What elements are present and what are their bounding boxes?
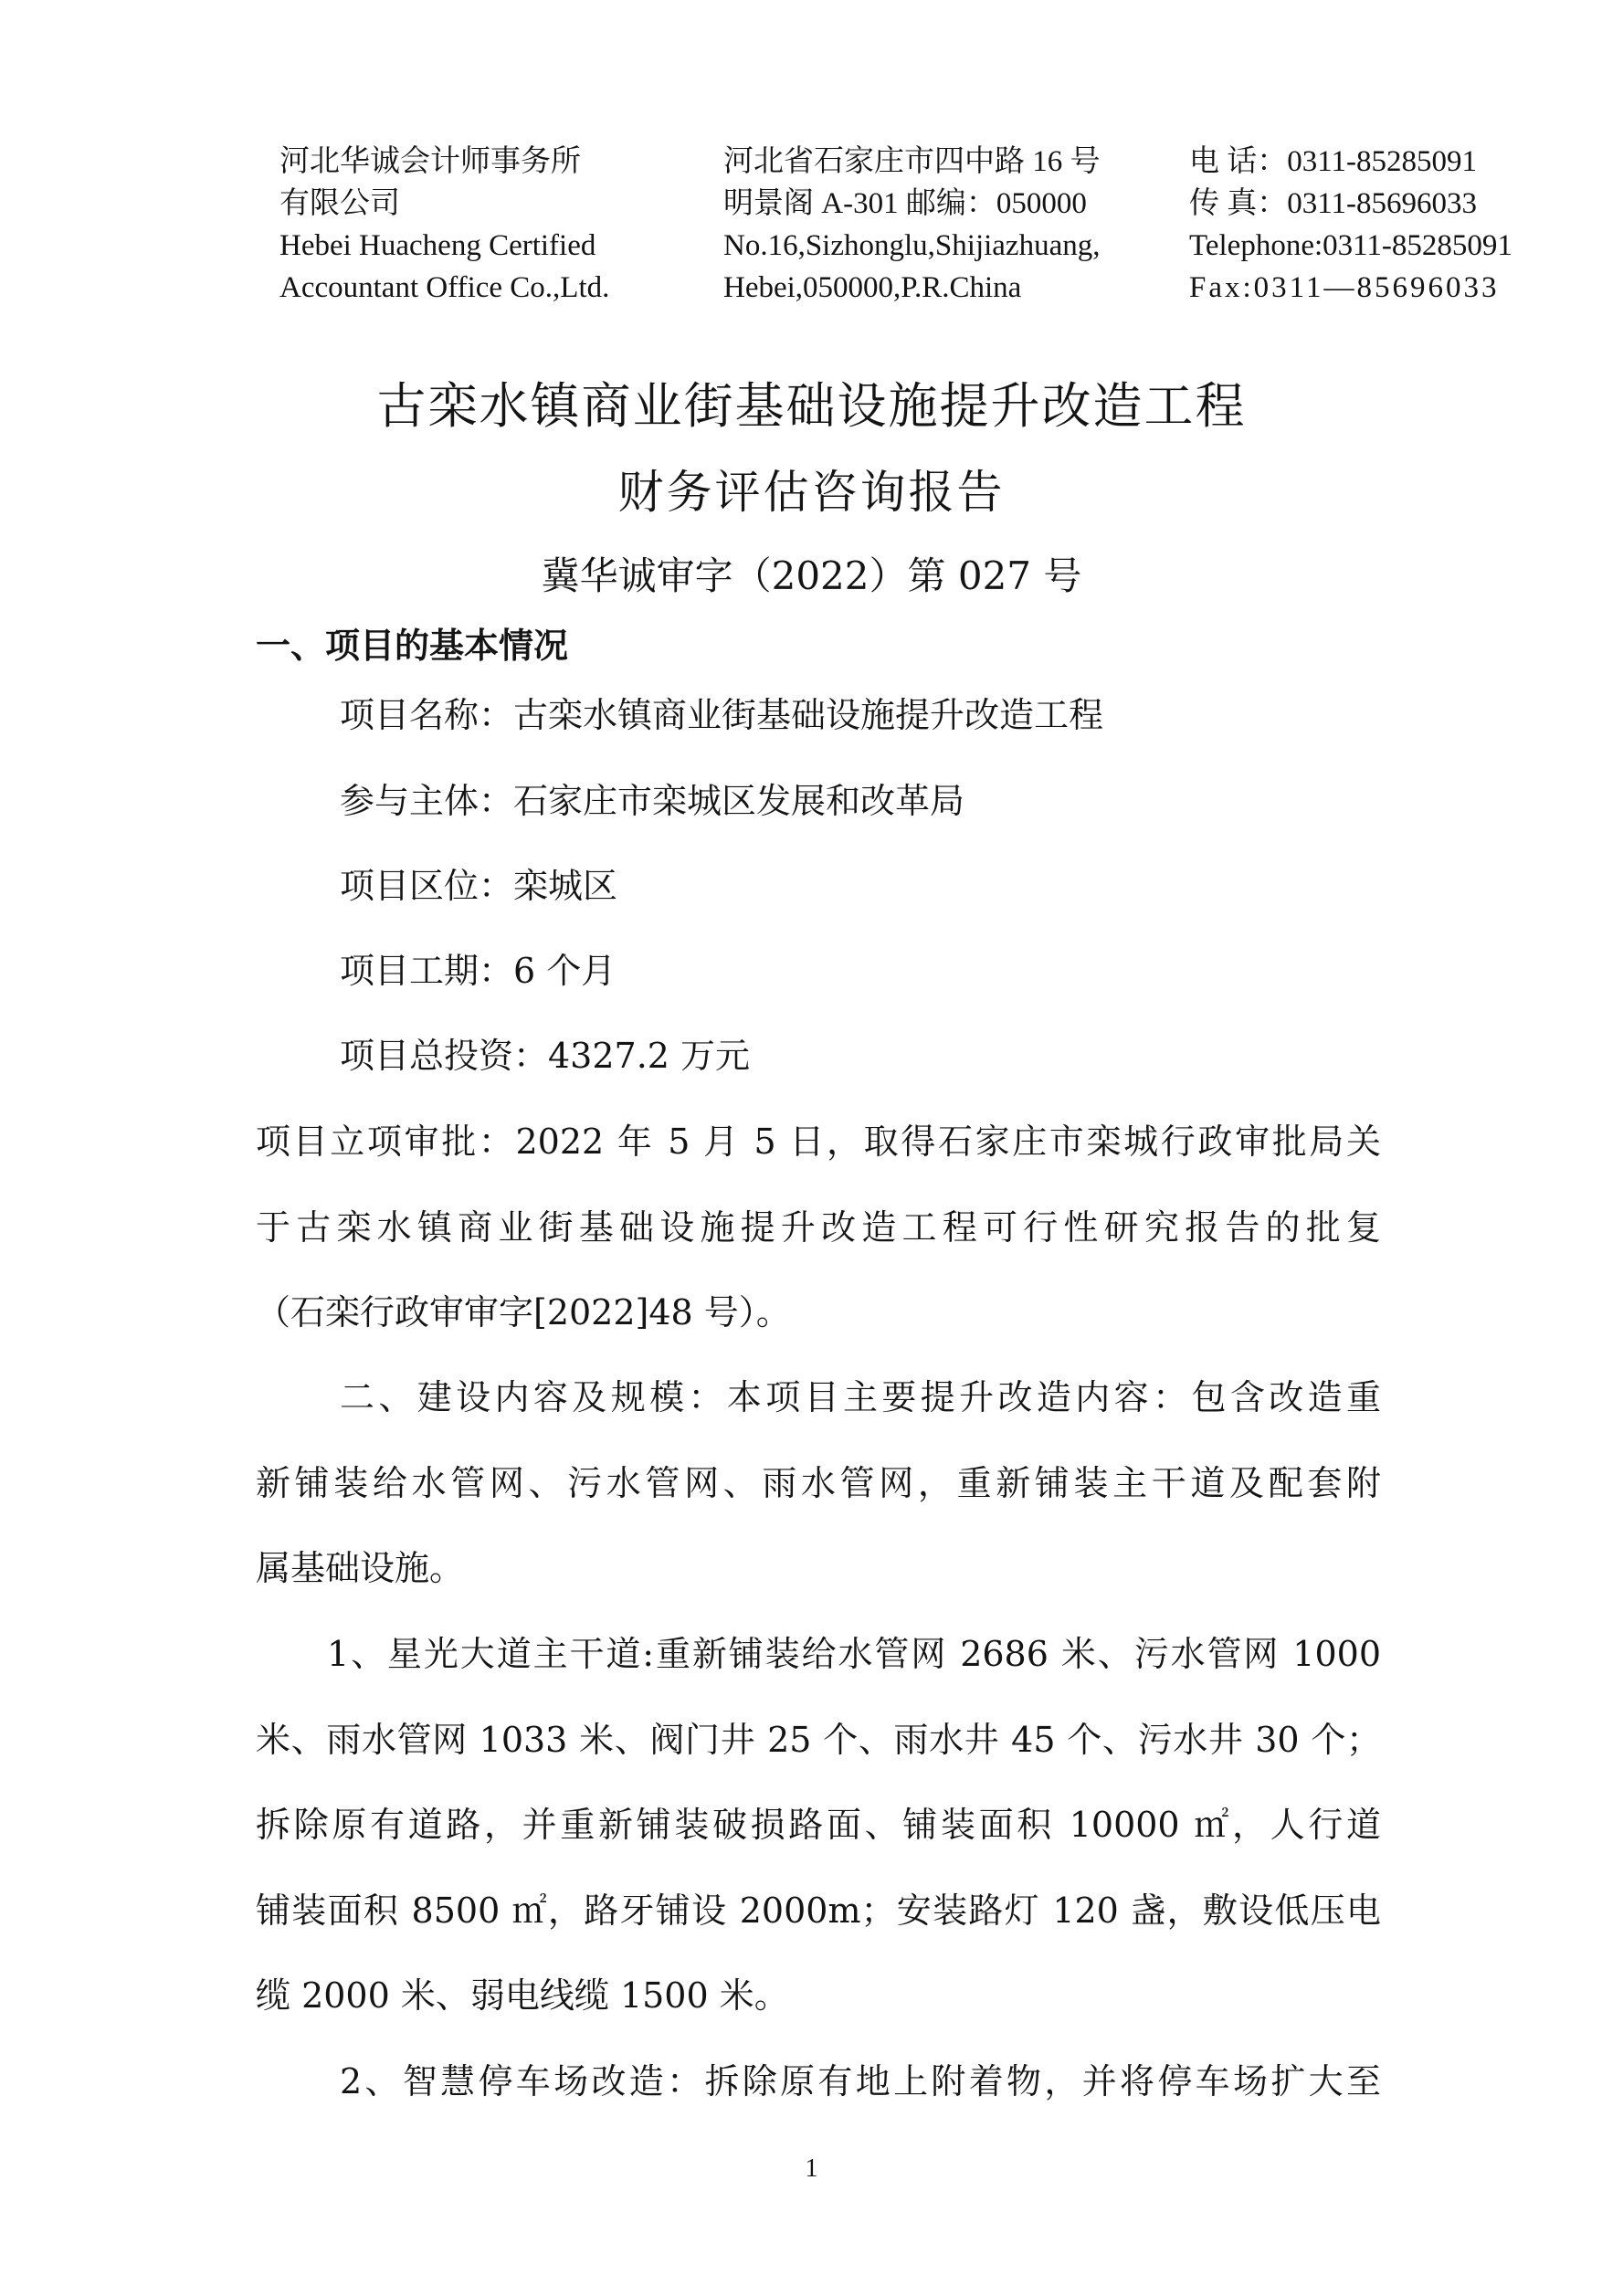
phone-en: Telephone:0311-85285091 (1189, 229, 1512, 262)
letterhead-contact (1189, 141, 1512, 309)
info-location: 项目区位：栾城区 (340, 866, 618, 906)
section-heading: 一、项目的基本情况 (256, 626, 569, 666)
report-subtitle: 财务评估咨询报告 (617, 466, 1006, 519)
info-participant: 参与主体：石家庄市栾城区发展和改革局 (340, 781, 965, 821)
report-title: 古栾水镇商业街基础设施提升改造工程 (376, 377, 1247, 435)
info-total-investment: 项目总投资：4327.2 万元 (340, 1036, 751, 1076)
address-en-line1: No.16,Sizhonglu,Shijiazhuang, (723, 229, 1101, 262)
phone-cn: 电 话：0311-85285091 (1189, 145, 1478, 178)
company-name-cn-line1: 河北华诚会计师事务所 (279, 145, 581, 178)
address-cn-line1: 河北省石家庄市四中路 16 号 (723, 145, 1101, 178)
page-number: 1 (805, 2154, 818, 2183)
document-number: 冀华诚审字（2022）第 027 号 (541, 553, 1082, 598)
info-project-name: 项目名称：古栾水镇商业街基础设施提升改造工程 (340, 695, 1104, 735)
approval-line: 于古栾水镇商业街基础设施提升改造工程可行性研究报告的批复 (256, 1207, 1381, 1248)
construction-line: 属基础设施。 (256, 1548, 465, 1588)
address-cn-line2: 明景阁 A-301 邮编：050000 (723, 187, 1087, 220)
address-en-line2: Hebei,050000,P.R.China (723, 271, 1022, 304)
company-name-en-line2: Accountant Office Co.,Ltd. (279, 271, 610, 304)
item1-line: 拆除原有道路，并重新铺装破损路面、铺装面积 10000 ㎡，人行道 (256, 1805, 1381, 1845)
item2-line: 2、智慧停车场改造：拆除原有地上附着物，并将停车场扩大至 (340, 2061, 1381, 2101)
construction-line: 新铺装给水管网、污水管网、雨水管网，重新铺装主干道及配套附 (256, 1463, 1381, 1503)
approval-line: 项目立项审批：2022 年 5 月 5 日，取得石家庄市栾城行政审批局关 (256, 1122, 1381, 1162)
construction-line: 二、建设内容及规模：本项目主要提升改造内容：包含改造重 (340, 1377, 1381, 1417)
info-duration: 项目工期：6 个月 (340, 951, 617, 991)
fax-en: Fax:0311—85696033 (1189, 271, 1500, 304)
letterhead-address (723, 141, 1101, 309)
item1-line: 米、雨水管网 1033 米、阀门井 25 个、雨水井 45 个、污水井 30 个； (256, 1720, 1381, 1760)
fax-cn: 传 真：0311-85696033 (1189, 187, 1478, 220)
item1-line: 缆 2000 米、弱电线缆 1500 米。 (256, 1975, 789, 2016)
letterhead-company (279, 141, 609, 309)
company-name-en-line1: Hebei Huacheng Certified (279, 229, 596, 262)
item1-line: 1、星光大道主干道:重新铺装给水管网 2686 米、污水管网 1000 (327, 1634, 1381, 1674)
item1-line: 铺装面积 8500 ㎡，路牙铺设 2000m；安装路灯 120 盏，敷设低压电 (256, 1891, 1381, 1931)
approval-line: （石栾行政审审字[2022]48 号）。 (256, 1292, 791, 1332)
company-name-cn-line2: 有限公司 (279, 187, 400, 220)
